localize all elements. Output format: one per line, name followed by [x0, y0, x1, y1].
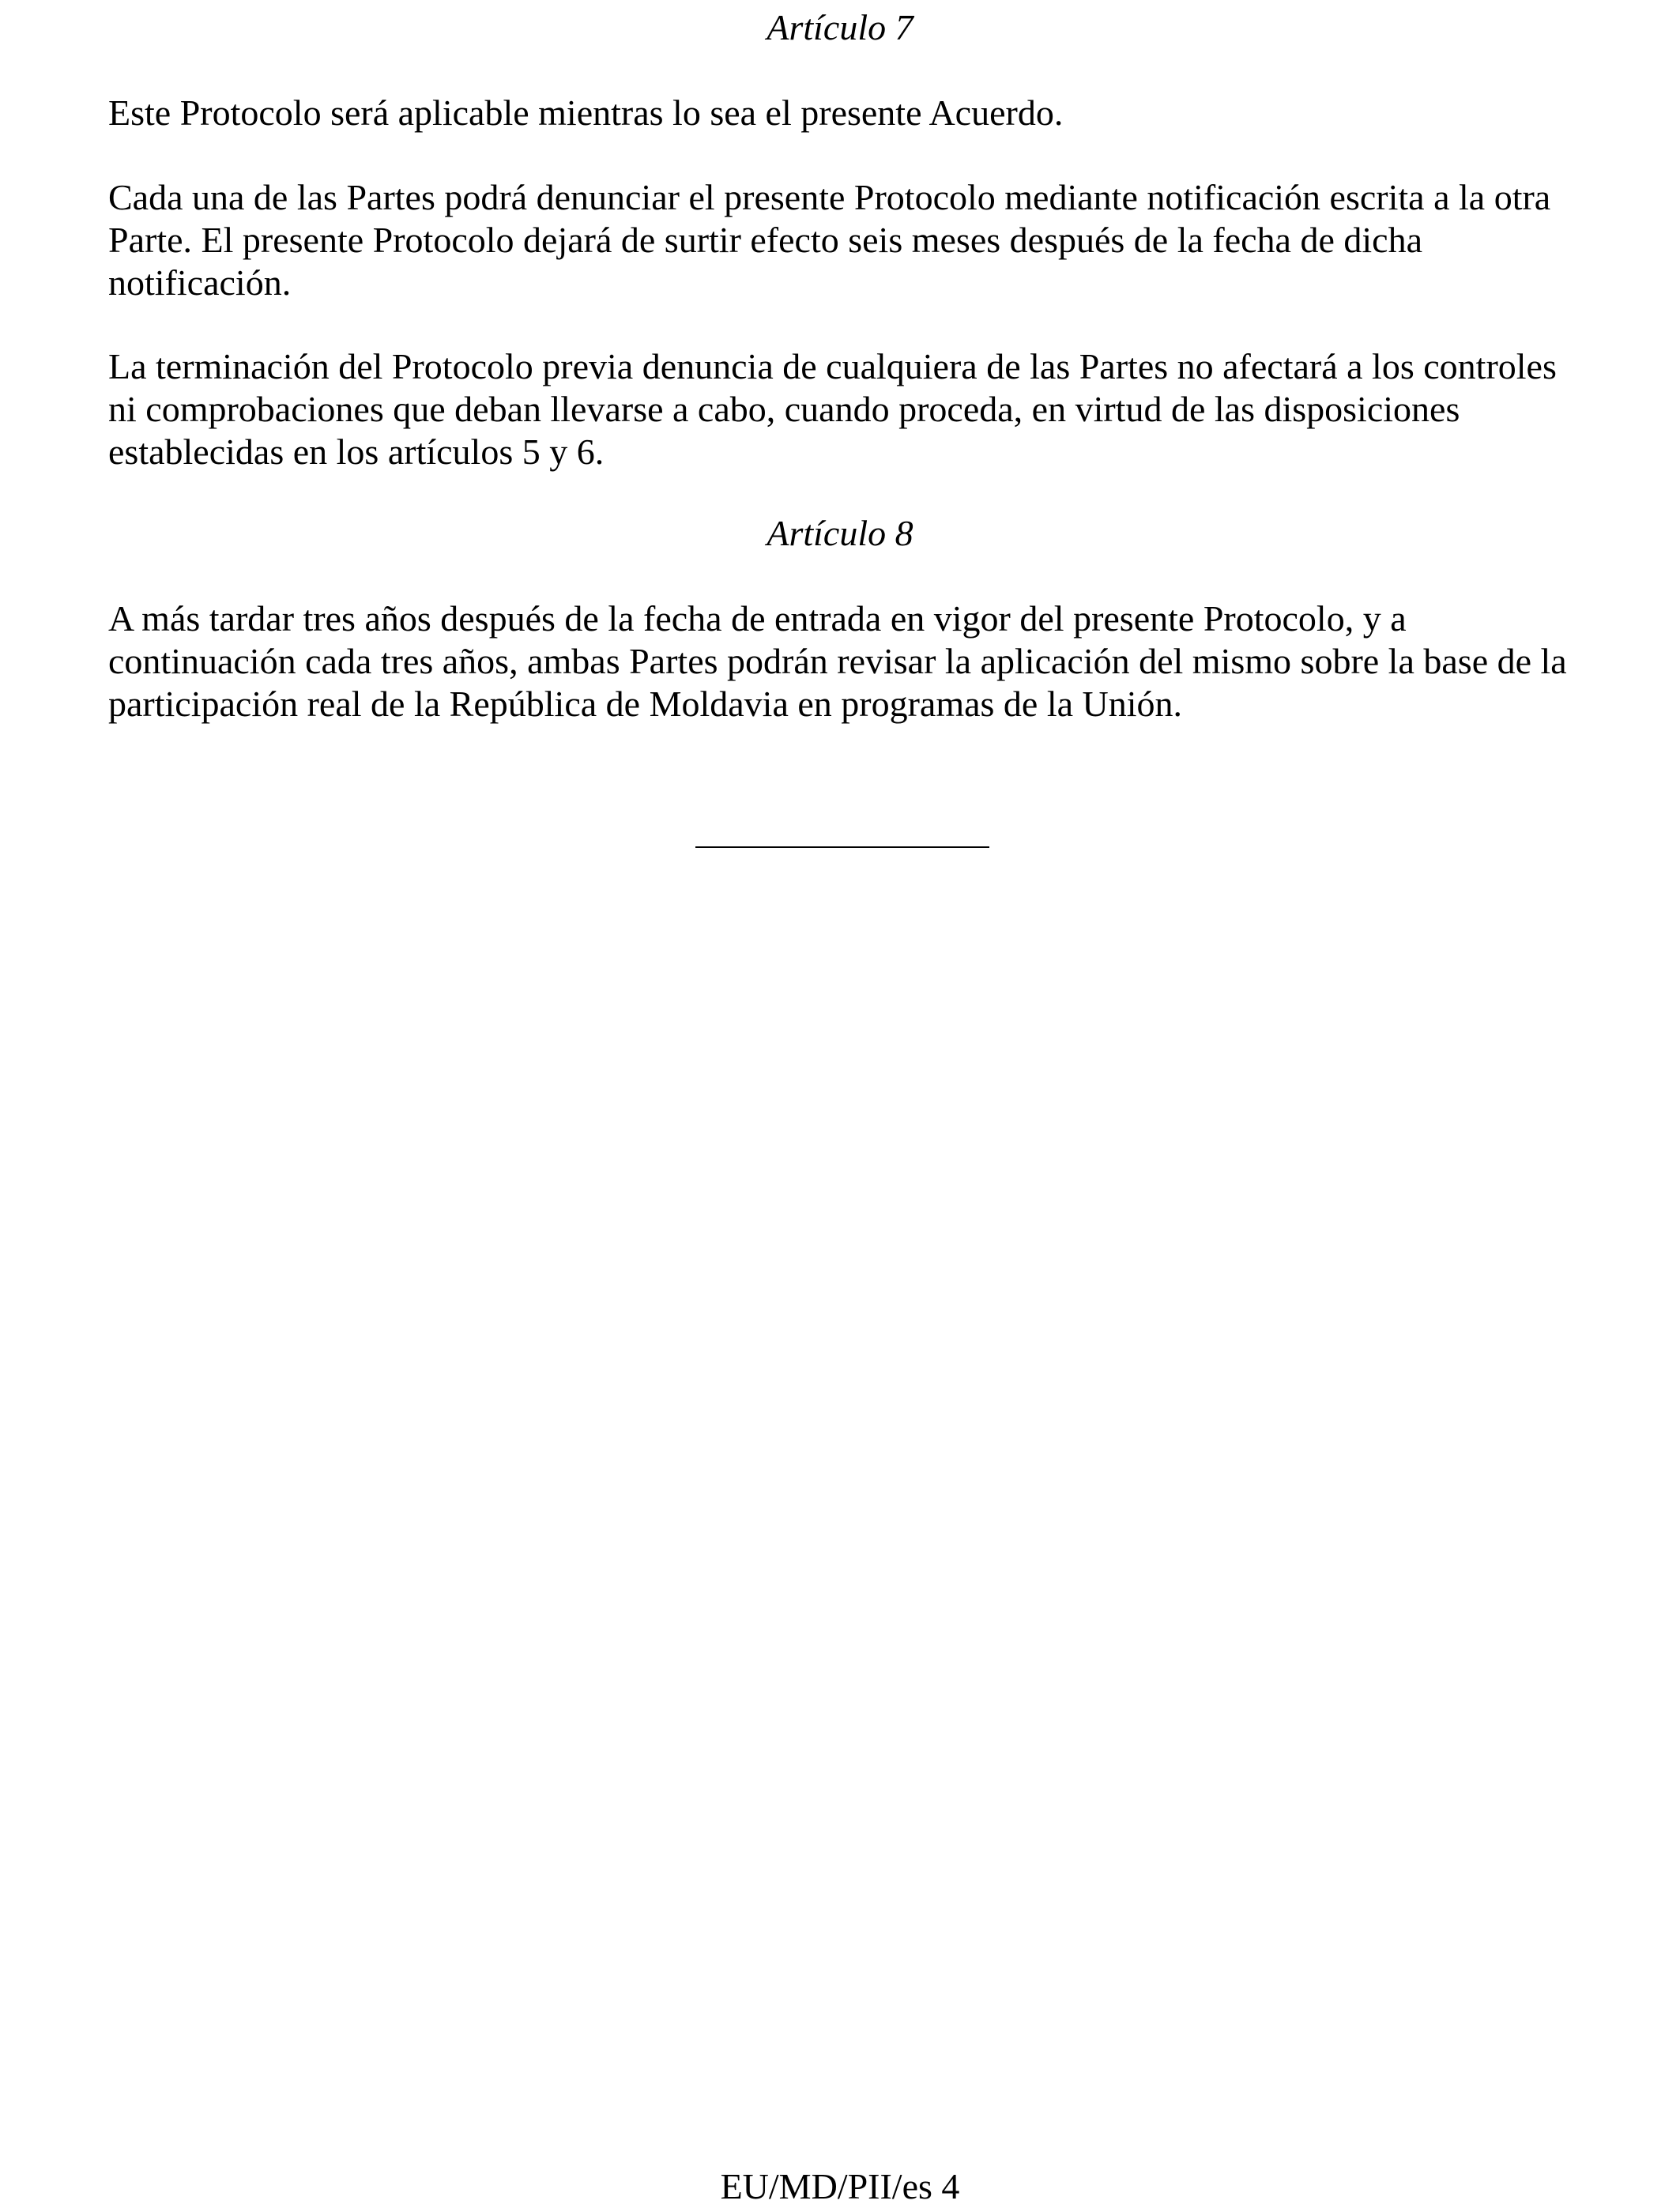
- text-line: Este Protocolo será aplicable mientras lo sea el presente Acuerdo.: [108, 92, 1064, 133]
- text-line: A más tardar tres años después de la fecha de entrada en vigor del presente Protocolo, y a: [108, 598, 1407, 639]
- text-line: participación real de la República de Moldavia en programas de la Unión.: [108, 684, 1183, 724]
- end-of-text-rule: [695, 846, 989, 848]
- article-7-paragraph-3: [108, 345, 1594, 473]
- text-line: Cada una de las Partes podrá denunciar el presente Protocolo mediante notificación escrita a la otra: [108, 177, 1551, 217]
- text-line: La terminación del Protocolo previa denuncia de cualquiera de las Partes no afectará a los controles: [108, 346, 1557, 386]
- text-line: continuación cada tres años, ambas Partes podrán revisar la aplicación del mismo sobre la base de la: [108, 641, 1567, 681]
- article-7-paragraph-1: [108, 92, 1594, 134]
- text-line: Parte. El presente Protocolo dejará de surtir efecto seis meses después de la fecha de dicha: [108, 220, 1423, 260]
- text-line: ni comprobaciones que deban llevarse a cabo, cuando proceda, en virtud de las disposiciones: [108, 389, 1460, 429]
- text-line: establecidas en los artículos 5 y 6.: [108, 431, 605, 472]
- text-line: notificación.: [108, 262, 292, 303]
- article-8-heading: Artículo 8: [767, 513, 913, 553]
- article-8-paragraph-1: [108, 597, 1594, 725]
- article-7-paragraph-2: [108, 176, 1594, 304]
- article-7-heading: Artículo 7: [767, 7, 913, 47]
- page-footer-reference: EU/MD/PII/es 4: [720, 2166, 960, 2206]
